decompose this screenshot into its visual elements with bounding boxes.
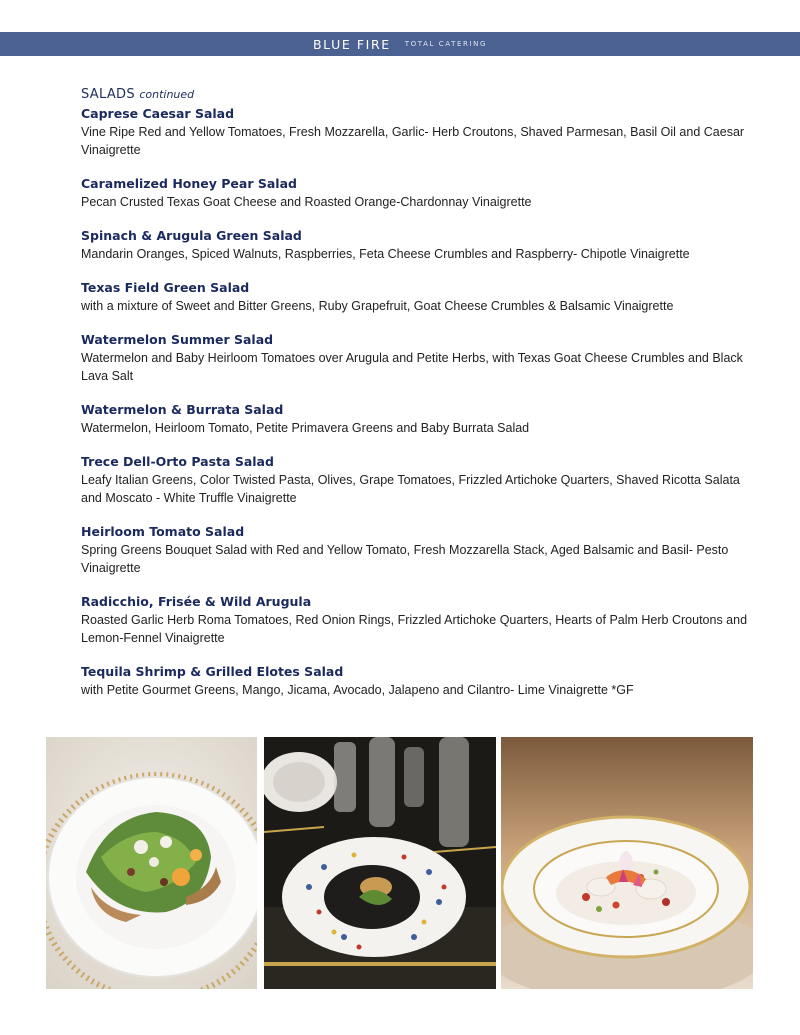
- section-title: SALADS: [81, 87, 135, 102]
- menu-item-name: Radicchio, Frisée & Wild Arugula: [81, 594, 312, 609]
- crudo-plate-photo: [501, 737, 753, 989]
- menu-item: [81, 175, 751, 211]
- menu-item-description: with Petite Gourmet Greens, Mango, Jicama, Avocado, Jalapeno and Cilantro- Lime Vinaigrette *GF: [81, 683, 634, 697]
- section-heading: [81, 87, 751, 102]
- brand-name: BLUE FIRE: [312, 36, 391, 52]
- menu-item-name: Caprese Caesar Salad: [81, 106, 235, 121]
- menu-item: [81, 401, 751, 437]
- menu-item: [81, 331, 751, 385]
- menu-item-description: with a mixture of Sweet and Bitter Greens, Ruby Grapefruit, Goat Cheese Crumbles & Balsamic Vinaigrette: [81, 299, 674, 313]
- brand-tagline: TOTAL CATERING: [404, 40, 488, 48]
- menu-item-name: Trece Dell-Orto Pasta Salad: [81, 454, 274, 469]
- menu-item-description: Leafy Italian Greens, Color Twisted Pasta, Olives, Grape Tomatoes, Frizzled Artichoke Quarters, Shaved Ricotta Salata and Moscato - White Truffle Vinaigrette: [81, 473, 740, 505]
- section-subtitle: continued: [139, 88, 195, 101]
- menu-item-description: Watermelon and Baby Heirloom Tomatoes over Arugula and Petite Herbs, with Texas Goat Cheese Crumbles and Black Lava Salt: [81, 351, 743, 383]
- menu-item-description: Roasted Garlic Herb Roma Tomatoes, Red Onion Rings, Frizzled Artichoke Quarters, Hearts of Palm Herb Croutons and Lemon-Fennel Vinaigrette: [81, 613, 748, 645]
- menu-item: [81, 453, 751, 507]
- salad-plate-photo: [46, 737, 257, 989]
- photo-strip: [46, 737, 753, 989]
- menu-item: [81, 105, 751, 159]
- menu-content: [81, 87, 751, 715]
- menu-item-name: Texas Field Green Salad: [81, 280, 250, 295]
- menu-item: [81, 227, 751, 263]
- menu-item-description: Mandarin Oranges, Spiced Walnuts, Raspberries, Feta Cheese Crumbles and Raspberry- Chipotle Vinaigrette: [81, 247, 690, 261]
- menu-item-description: Pecan Crusted Texas Goat Cheese and Roasted Orange-Chardonnay Vinaigrette: [81, 195, 532, 209]
- table-setting-photo: [264, 737, 496, 989]
- menu-item-name: Watermelon & Burrata Salad: [81, 402, 284, 417]
- menu-item-name: Caramelized Honey Pear Salad: [81, 176, 297, 191]
- menu-item-name: Watermelon Summer Salad: [81, 332, 274, 347]
- header-banner: [0, 32, 800, 56]
- menu-item-name: Spinach & Arugula Green Salad: [81, 228, 302, 243]
- menu-item-name: Tequila Shrimp & Grilled Elotes Salad: [81, 664, 344, 679]
- menu-item-description: Vine Ripe Red and Yellow Tomatoes, Fresh Mozzarella, Garlic- Herb Croutons, Shaved Parmesan, Basil Oil and Caesar Vinaigrette: [81, 125, 745, 157]
- menu-item-description: Spring Greens Bouquet Salad with Red and Yellow Tomato, Fresh Mozzarella Stack, Aged Balsamic and Basil- Pesto Vinaigrette: [81, 543, 729, 575]
- menu-item: [81, 593, 751, 647]
- menu-item-name: Heirloom Tomato Salad: [81, 524, 245, 539]
- menu-item: [81, 279, 751, 315]
- menu-item: [81, 663, 751, 699]
- menu-item: [81, 523, 751, 577]
- menu-item-description: Watermelon, Heirloom Tomato, Petite Primavera Greens and Baby Burrata Salad: [81, 421, 530, 435]
